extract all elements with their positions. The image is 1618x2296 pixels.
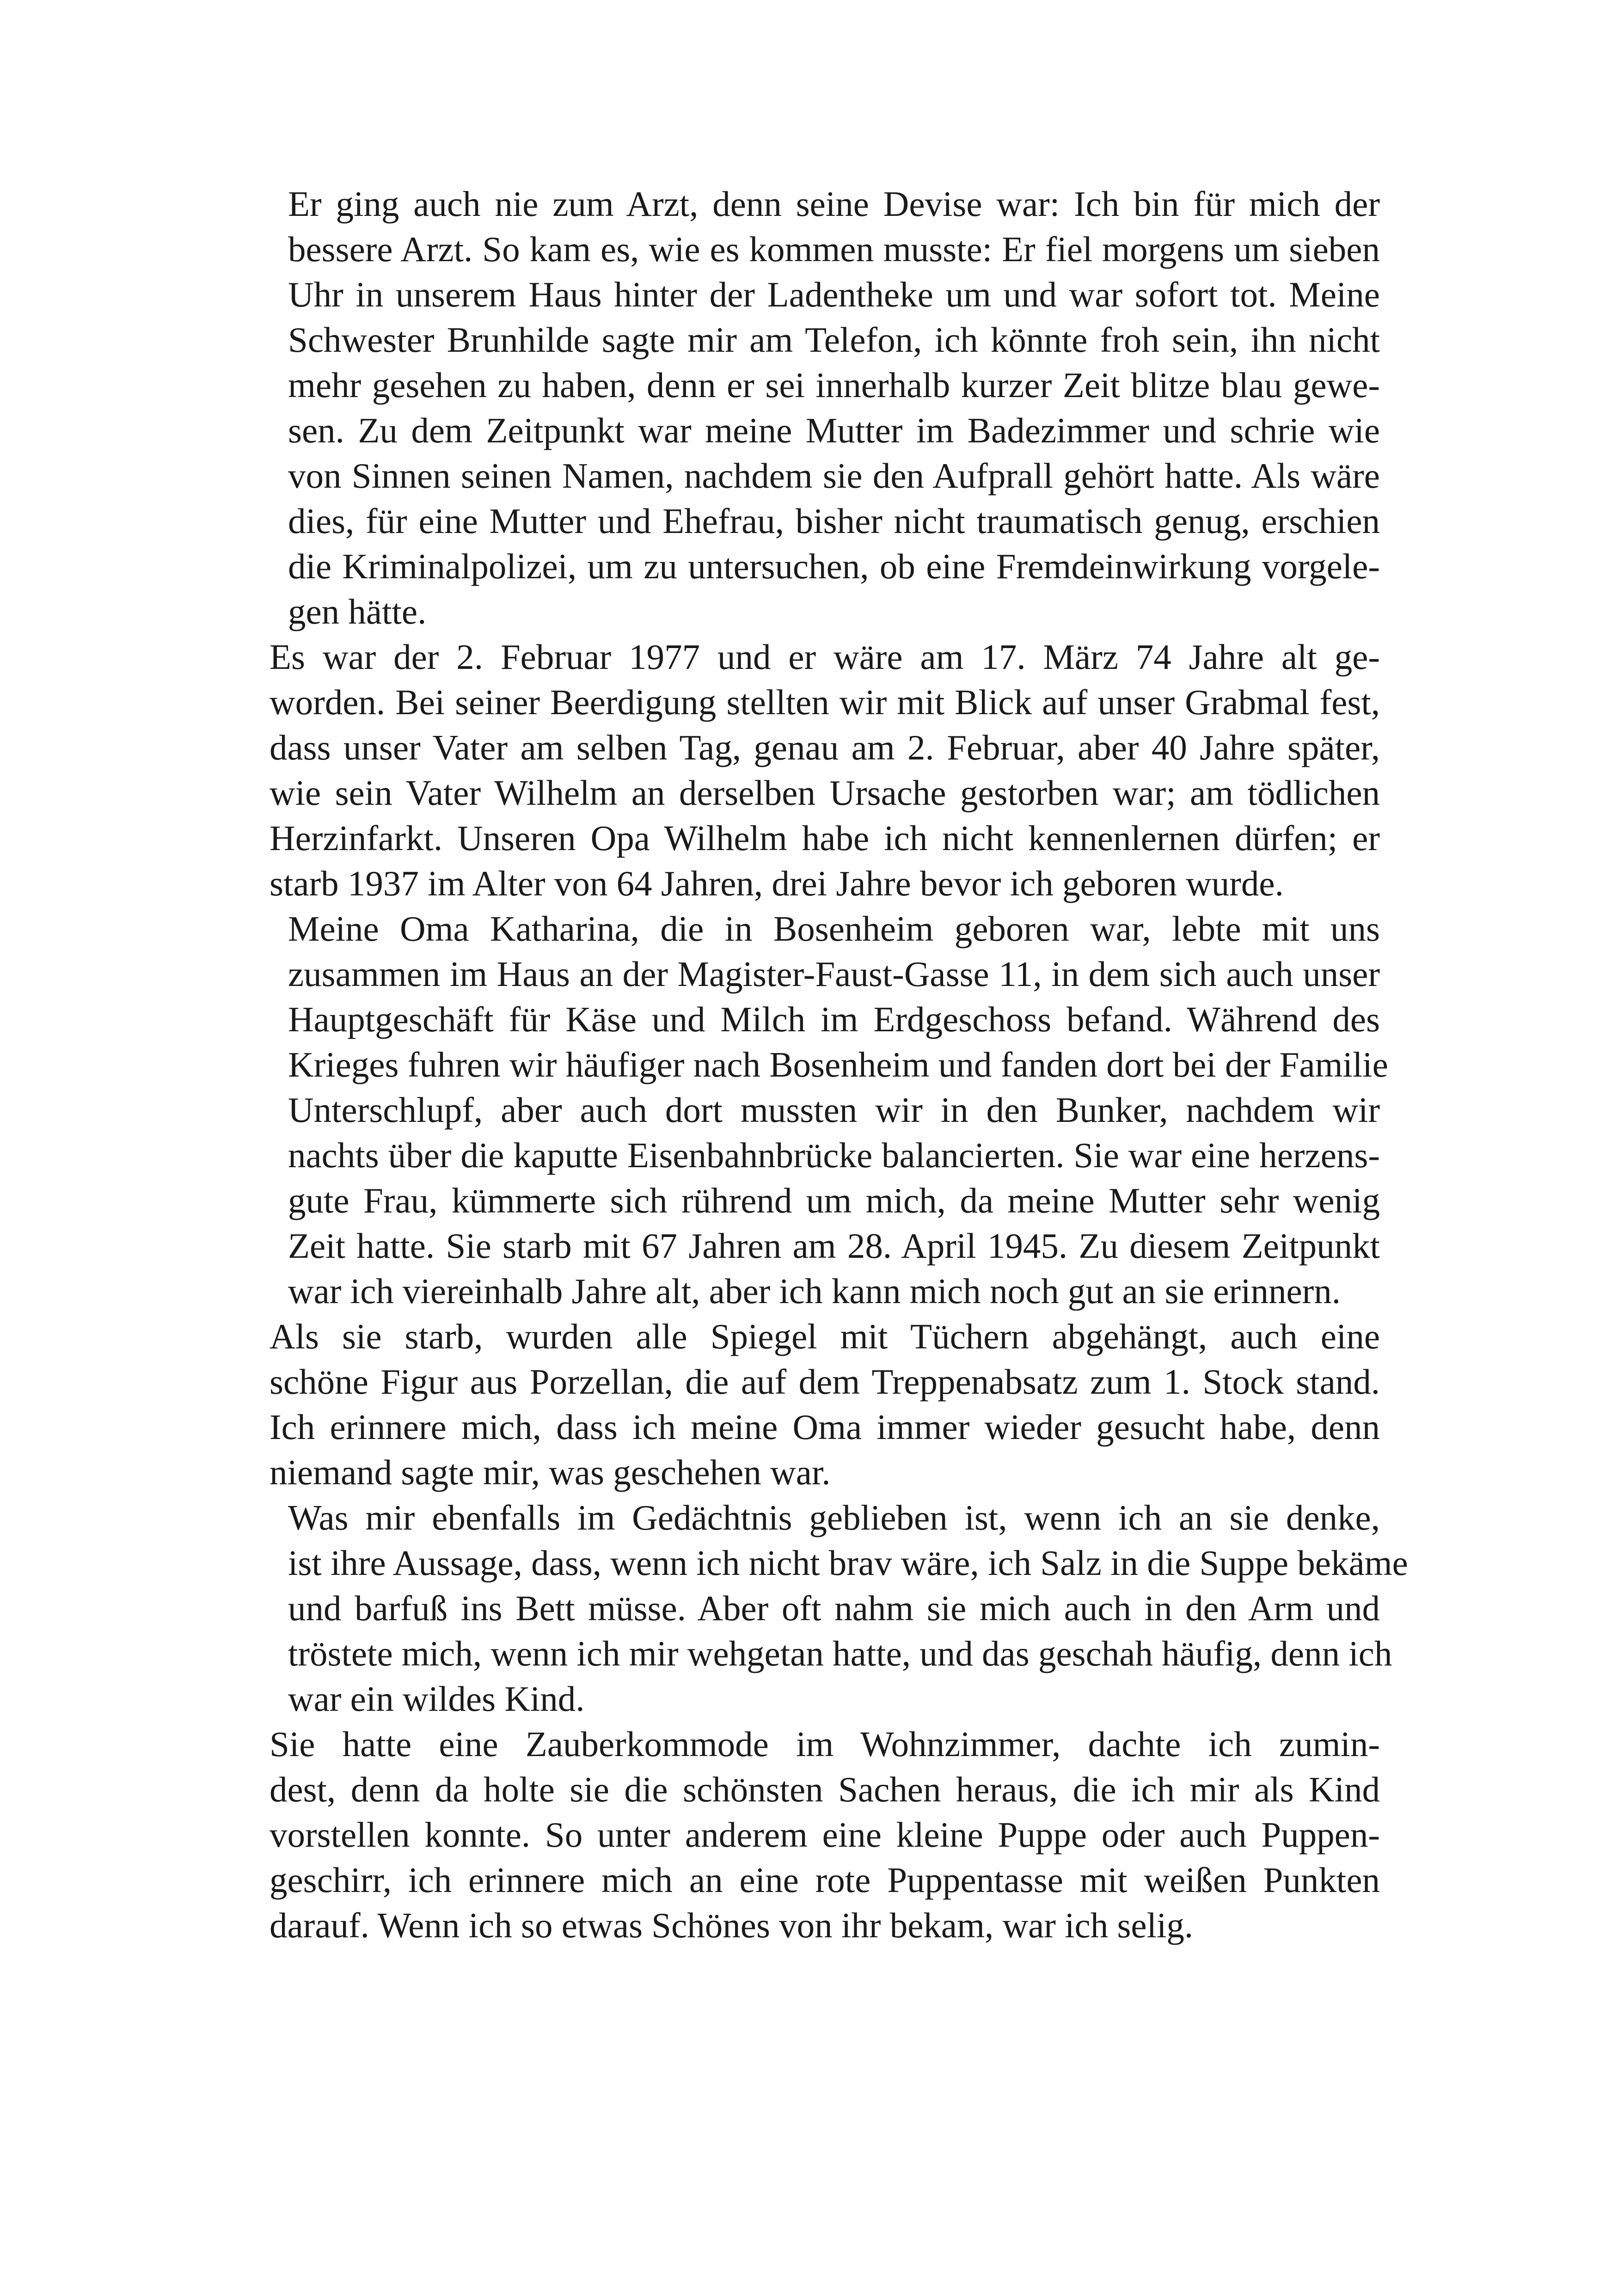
paragraph-2 [245,634,1380,906]
text-line: Er ging auch nie zum Arzt, denn seine Devise war: Ich bin für mich der [288,184,1380,224]
text-line: von Sinnen seinen Namen, nachdem sie den Aufprall gehört hatte. Als wäre [288,456,1380,496]
text-line: Unterschlupf, aber auch dort mussten wir in den Bunker, nachdem wir [288,1090,1380,1130]
text-line: Als sie starb, wurden alle Spiegel mit Tüchern abgehängt, auch eine [270,1316,1380,1356]
text-line: ist ihre Aussage, dass, wenn ich nicht brav wäre, ich Salz in die Suppe bekäme [288,1543,1408,1583]
text-line: Schwester Brunhilde sagte mir am Telefon, ich könnte froh sein, ihn nicht [288,320,1380,360]
text-line: dest, denn da holte sie die schönsten Sachen heraus, die ich mir als Kind [270,1769,1380,1809]
text-line: Was mir ebenfalls im Gedächtnis geblieben ist, wenn ich an sie denke, [288,1498,1380,1537]
text-line: vorstellen konnte. So unter anderem eine kleine Puppe oder auch Puppen- [270,1815,1380,1855]
text-line: Ich erinnere mich, dass ich meine Oma immer wieder gesucht habe, denn [270,1407,1380,1447]
text-line: schöne Figur aus Porzellan, die auf dem Treppenabsatz zum 1. Stock stand. [270,1362,1380,1402]
text-line: geschirr, ich erinnere mich an eine rote Puppentasse mit weißen Punkten [270,1860,1380,1900]
text-line: tröstete mich, wenn ich mir wehgetan hatte, und das geschah häufig, denn ich [288,1634,1392,1673]
paragraph-4 [245,1314,1380,1495]
text-line: Zeit hatte. Sie starb mit 67 Jahren am 28. April 1945. Zu diesem Zeitpunkt [288,1226,1380,1266]
text-line: Sie hatte eine Zauberkommode im Wohnzimmer, dachte ich zumin- [270,1724,1380,1764]
text-line: wie sein Vater Wilhelm an derselben Ursache gestorben war; am tödlichen [270,773,1380,813]
text-line: Hauptgeschäft für Käse und Milch im Erdgeschoss befand. Während des [288,999,1380,1039]
text-line: starb 1937 im Alter von 64 Jahren, drei Jahre bevor ich geboren wurde. [270,863,1284,903]
text-line: gen hätte. [288,592,427,631]
text-line: die Kriminalpolizei, um zu untersuchen, ob eine Fremdeinwirkung vorgele- [288,546,1380,586]
page-body [245,181,1408,1948]
text-line: Uhr in unserem Haus hinter der Ladentheke um und war sofort tot. Meine [288,275,1380,314]
text-line: Krieges fuhren wir häufiger nach Bosenheim und fanden dort bei der Familie [288,1045,1388,1084]
text-line: nachts über die kaputte Eisenbahnbrücke balancierten. Sie war eine herzens- [288,1135,1380,1175]
text-line: Herzinfarkt. Unseren Opa Wilhelm habe ich nicht kennenlernen dürfen; er [270,818,1380,858]
text-line: bessere Arzt. So kam es, wie es kommen musste: Er fiel morgens um sieben [288,229,1380,269]
text-line: niemand sagte mir, was geschehen war. [270,1452,831,1492]
text-line: Es war der 2. Februar 1977 und er wäre am 17. März 74 Jahre alt ge- [270,637,1380,677]
text-line: zusammen im Haus an der Magister-Faust-Gasse 11, in dem sich auch unser [288,954,1380,994]
text-line: sen. Zu dem Zeitpunkt war meine Mutter im Badezimmer und schrie wie [288,410,1380,450]
text-line: dass unser Vater am selben Tag, genau am 2. Februar, aber 40 Jahre später, [270,728,1380,767]
text-line: worden. Bei seiner Beerdigung stellten wir mit Blick auf unser Grabmal fest, [270,682,1380,722]
paragraph-3 [245,906,1388,1314]
paragraph-6 [245,1721,1380,1948]
text-line: Meine Oma Katharina, die in Bosenheim geboren war, lebte mit uns [288,909,1380,949]
text-line: darauf. Wenn ich so etwas Schönes von ihr bekam, war ich selig. [270,1905,1194,1945]
text-line: war ein wildes Kind. [288,1679,585,1719]
text-line: und barfuß ins Bett müsse. Aber oft nahm sie mich auch in den Arm und [288,1588,1380,1628]
paragraph-5 [245,1495,1408,1721]
text-line: dies, für eine Mutter und Ehefrau, bisher nicht traumatisch genug, erschien [288,501,1380,541]
text-line: war ich viereinhalb Jahre alt, aber ich kann mich noch gut an sie erinnern. [288,1271,1341,1311]
text-line: mehr gesehen zu haben, denn er sei innerhalb kurzer Zeit blitze blau gewe- [288,365,1380,405]
text-line: gute Frau, kümmerte sich rührend um mich, da meine Mutter sehr wenig [288,1181,1380,1220]
paragraph-1 [245,181,1380,634]
